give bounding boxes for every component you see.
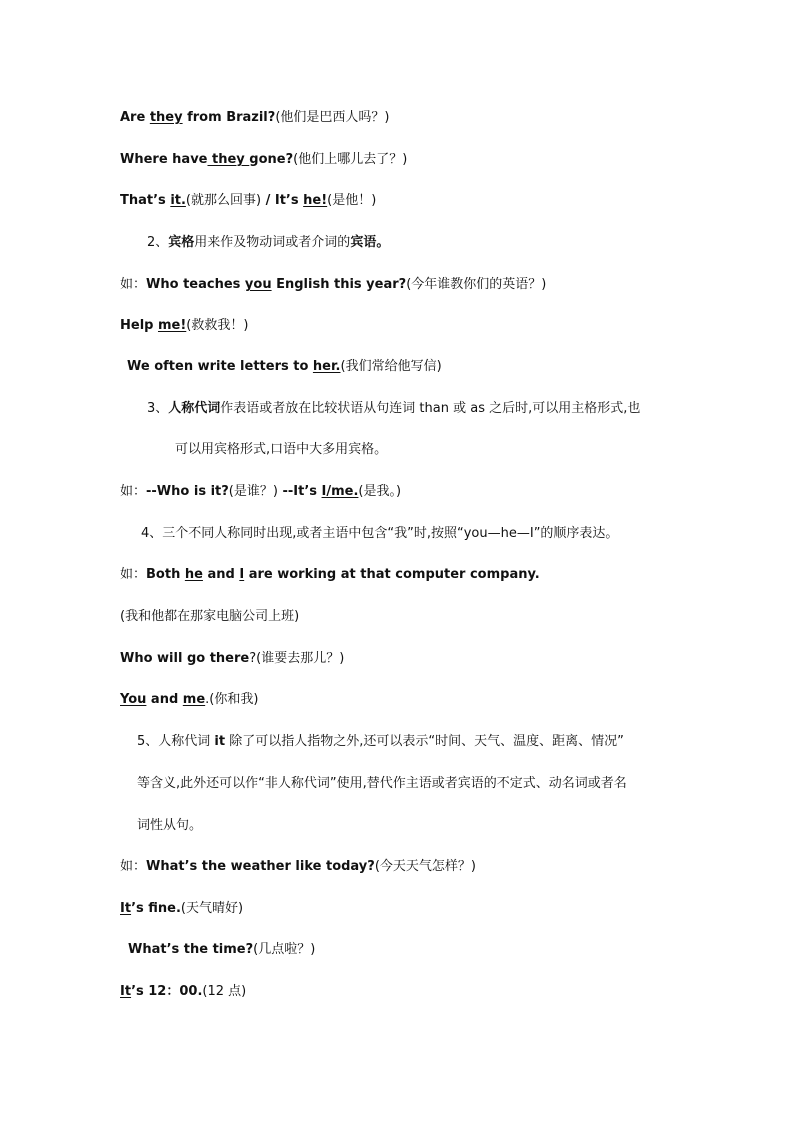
text-line <box>120 109 389 127</box>
text-segment: 等含义,此外还可以作“非人称代词”使用,替代作主语或者宾语的不定式、动名词或者名 <box>137 776 627 791</box>
underlined-word: me <box>182 692 206 707</box>
example-prefix: 如： <box>120 484 147 499</box>
underlined-word: You <box>120 692 147 707</box>
text-line <box>128 941 315 959</box>
text-segment: Who will go there <box>120 651 250 666</box>
text-segment: Both <box>146 567 185 582</box>
text-segment: gone? <box>249 152 294 167</box>
translation: (我和他都在那家电脑公司上班) <box>120 609 300 624</box>
translation: ?(谁要去那儿？) <box>249 651 345 666</box>
text-line <box>137 775 627 793</box>
translation: (几点啦？) <box>253 942 316 957</box>
text-segment: Who teaches <box>146 277 245 292</box>
underlined-word: her. <box>312 359 341 374</box>
translation: (12 点) <box>202 984 247 999</box>
underlined-word: It <box>120 984 132 999</box>
text-line <box>137 733 624 751</box>
text-line <box>141 525 618 543</box>
text-segment: --Who is it? <box>146 484 229 499</box>
translation: (今年谁教你们的英语？) <box>406 277 547 292</box>
text-segment: 作表语或者放在比较状语从句连词 than 或 as 之后时,可以用主格形式,也 <box>220 401 641 416</box>
text-segment: 5、人称代词 <box>137 734 215 749</box>
text-line <box>120 483 401 501</box>
text-line <box>147 400 640 418</box>
text-segment: 用来作及物动词或者介词的 <box>194 235 351 250</box>
underlined-word: me! <box>157 318 187 333</box>
text-segment: What’s the time? <box>128 942 254 957</box>
example-prefix: 如： <box>120 859 147 874</box>
text-segment: and <box>146 692 183 707</box>
text-segment: 人称代词 <box>168 401 221 416</box>
text-line <box>120 608 299 626</box>
text-segment: it <box>214 734 226 749</box>
text-segment: Help <box>120 318 158 333</box>
text-segment: We often write letters to <box>127 359 313 374</box>
underlined-word: It <box>120 901 132 916</box>
translation: (今天天气怎样？) <box>374 859 476 874</box>
example-prefix: 如： <box>120 567 147 582</box>
text-segment: Where have <box>120 152 208 167</box>
list-number: 2、 <box>147 235 169 250</box>
text-line <box>127 358 442 376</box>
translation: .(你和我) <box>205 692 259 707</box>
text-line <box>120 317 248 335</box>
text-line <box>120 691 258 709</box>
text-segment: 可以用宾格形式,口语中大多用宾格。 <box>175 442 388 457</box>
text-line <box>120 650 344 668</box>
text-segment: 宾格 <box>168 235 195 250</box>
translation: (是谁？) <box>228 484 278 499</box>
underlined-word: he <box>184 567 203 582</box>
text-segment: English this year? <box>271 277 407 292</box>
text-segment: ’s 12：00. <box>131 984 203 999</box>
underlined-word: I <box>239 567 245 582</box>
example-prefix: 如： <box>120 277 147 292</box>
text-segment: 除了可以指人指物之外,还可以表示“时间、天气、温度、距离、情况” <box>225 734 624 749</box>
text-segment: / It’s <box>261 193 304 208</box>
text-line <box>120 900 243 918</box>
translation: (他们是巴西人吗？) <box>275 110 390 125</box>
text-line <box>120 276 546 294</box>
underlined-word: I/me. <box>321 484 359 499</box>
text-line <box>120 151 407 169</box>
text-segment: and <box>202 567 240 582</box>
text-line <box>120 983 246 1001</box>
text-line <box>120 192 376 210</box>
translation: (救救我！) <box>186 318 249 333</box>
text-line <box>175 441 387 459</box>
text-segment: 词性从句。 <box>137 818 203 833</box>
text-segment: from Brazil? <box>182 110 276 125</box>
list-number: 3、 <box>147 401 169 416</box>
translation: (是我。) <box>358 484 402 499</box>
underlined-word: they <box>149 110 183 125</box>
underlined-word: he! <box>303 193 328 208</box>
text-line <box>147 234 389 252</box>
text-segment: --It’s <box>277 484 322 499</box>
translation: (天气晴好) <box>180 901 244 916</box>
text-segment: 宾语。 <box>350 235 390 250</box>
underlined-word: you <box>244 277 272 292</box>
text-segment: 4、三个不同人称同时出现,或者主语中包含“我”时,按照“you—he—I”的顺序表达。 <box>141 526 619 541</box>
translation: (是他！) <box>327 193 377 208</box>
text-segment: Are <box>120 110 150 125</box>
text-segment: ’s fine. <box>131 901 181 916</box>
underlined-word: they <box>207 152 250 167</box>
text-segment: What’s the weather like today? <box>146 859 375 874</box>
text-segment: are working at that computer company. <box>244 567 540 582</box>
text-segment: That’s <box>120 193 171 208</box>
text-line <box>137 817 202 835</box>
text-line <box>120 858 476 876</box>
text-line <box>120 566 540 584</box>
translation: (他们上哪儿去了？) <box>293 152 408 167</box>
underlined-word: it. <box>170 193 186 208</box>
translation: (我们常给他写信) <box>340 359 442 374</box>
translation: (就那么回事) <box>185 193 262 208</box>
